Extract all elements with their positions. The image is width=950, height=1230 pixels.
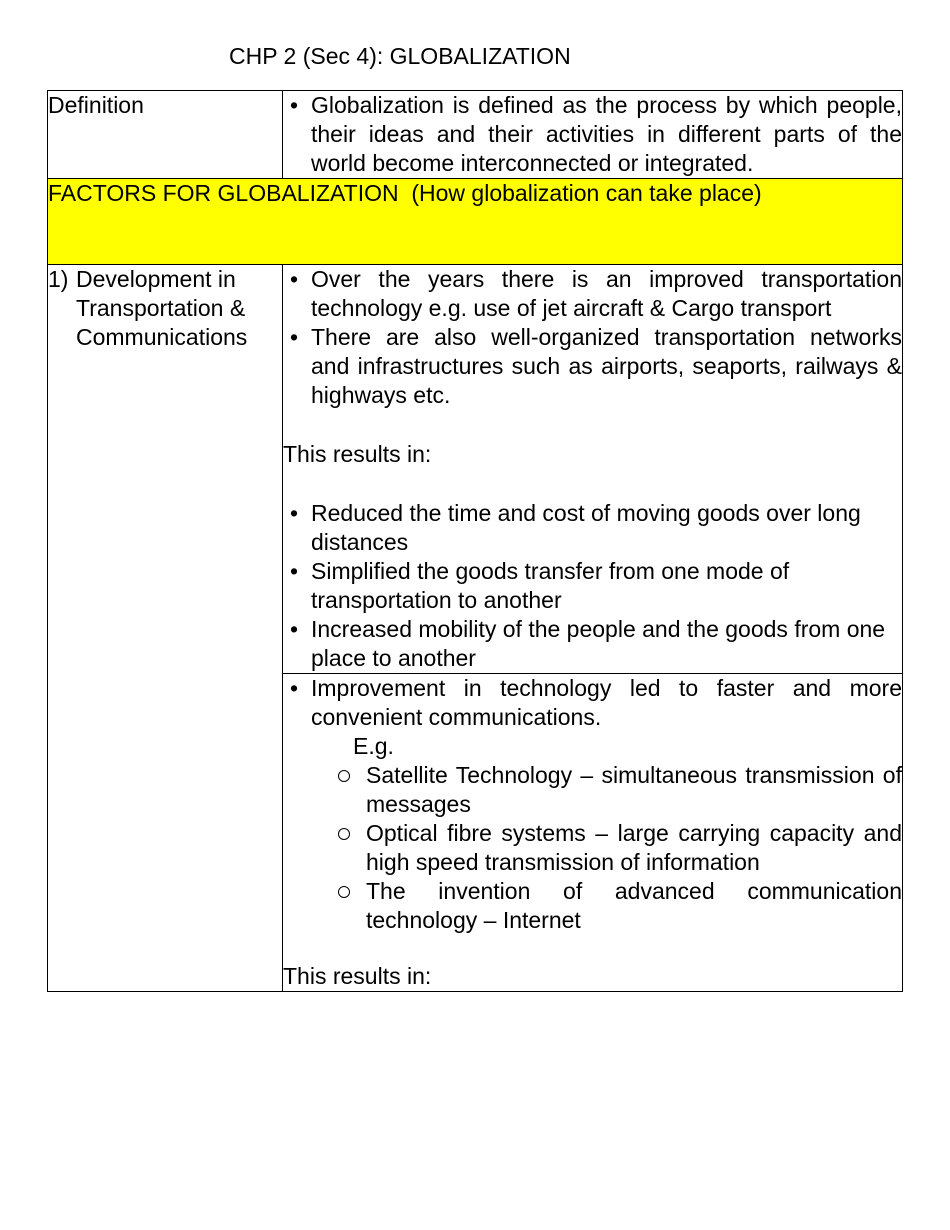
list-item: • Simplified the goods transfer from one mode of transportation to another [283,557,902,615]
list-item: • Reduced the time and cost of moving goods over long distances [283,499,902,557]
circle-bullet-icon [338,770,350,782]
eg-label: E.g. [353,733,394,759]
circle-bullet-icon [338,886,350,898]
section-header [48,179,903,265]
page-title: CHP 2 (Sec 4): GLOBALIZATION [229,43,571,69]
bullet-icon: • [289,324,299,350]
circle-bullet-icon [338,828,350,840]
bullet-icon: • [289,500,299,526]
list-item: • Over the years there is an improved transportation technology e.g. use of jet aircraft & Cargo transport [283,265,902,323]
section-header-main: FACTORS FOR GLOBALIZATION [48,180,399,206]
factor-number: 1) [48,266,69,292]
definition-cell [283,91,903,179]
bullet-icon: • [289,558,299,584]
definition-text: Globalization is defined as the process by which people, their ideas and their activities in different parts of the world become interconnected or integrated. [311,92,902,176]
section-header-sub: (How globalization can take place) [411,180,762,206]
bullet-icon: • [289,616,299,642]
factor-label-line2: Transportation & [76,295,246,321]
communication-cell [283,674,903,992]
communication-results-label: This results in: [283,963,432,989]
section-header-row [48,179,903,265]
definition-bullet [283,91,902,178]
factor-label-line1: Development in [76,266,236,292]
transport-results-label: This results in: [283,441,432,467]
factor-label [48,265,283,992]
list-item: The invention of advanced communication technology – Internet [338,877,902,935]
transport-row [48,265,903,674]
notes-table [47,90,903,992]
list-item: Optical fibre systems – large carrying capacity and high speed transmission of information [338,819,902,877]
list-item: • There are also well-organized transportation networks and infrastructures such as airports, seaports, railways & highways etc. [283,323,902,410]
definition-row [48,91,903,179]
list-item: • Increased mobility of the people and the goods from one place to another [283,615,902,673]
list-item: • Improvement in technology led to faster and more convenient communications. [283,674,902,732]
bullet-icon: • [289,266,299,292]
bullet-icon: • [289,92,299,118]
transport-cell [283,265,903,674]
bullet-icon: • [289,675,299,701]
definition-label: Definition [48,91,283,179]
list-item: Satellite Technology – simultaneous transmission of messages [338,761,902,819]
factor-label-line3: Communications [76,324,248,350]
